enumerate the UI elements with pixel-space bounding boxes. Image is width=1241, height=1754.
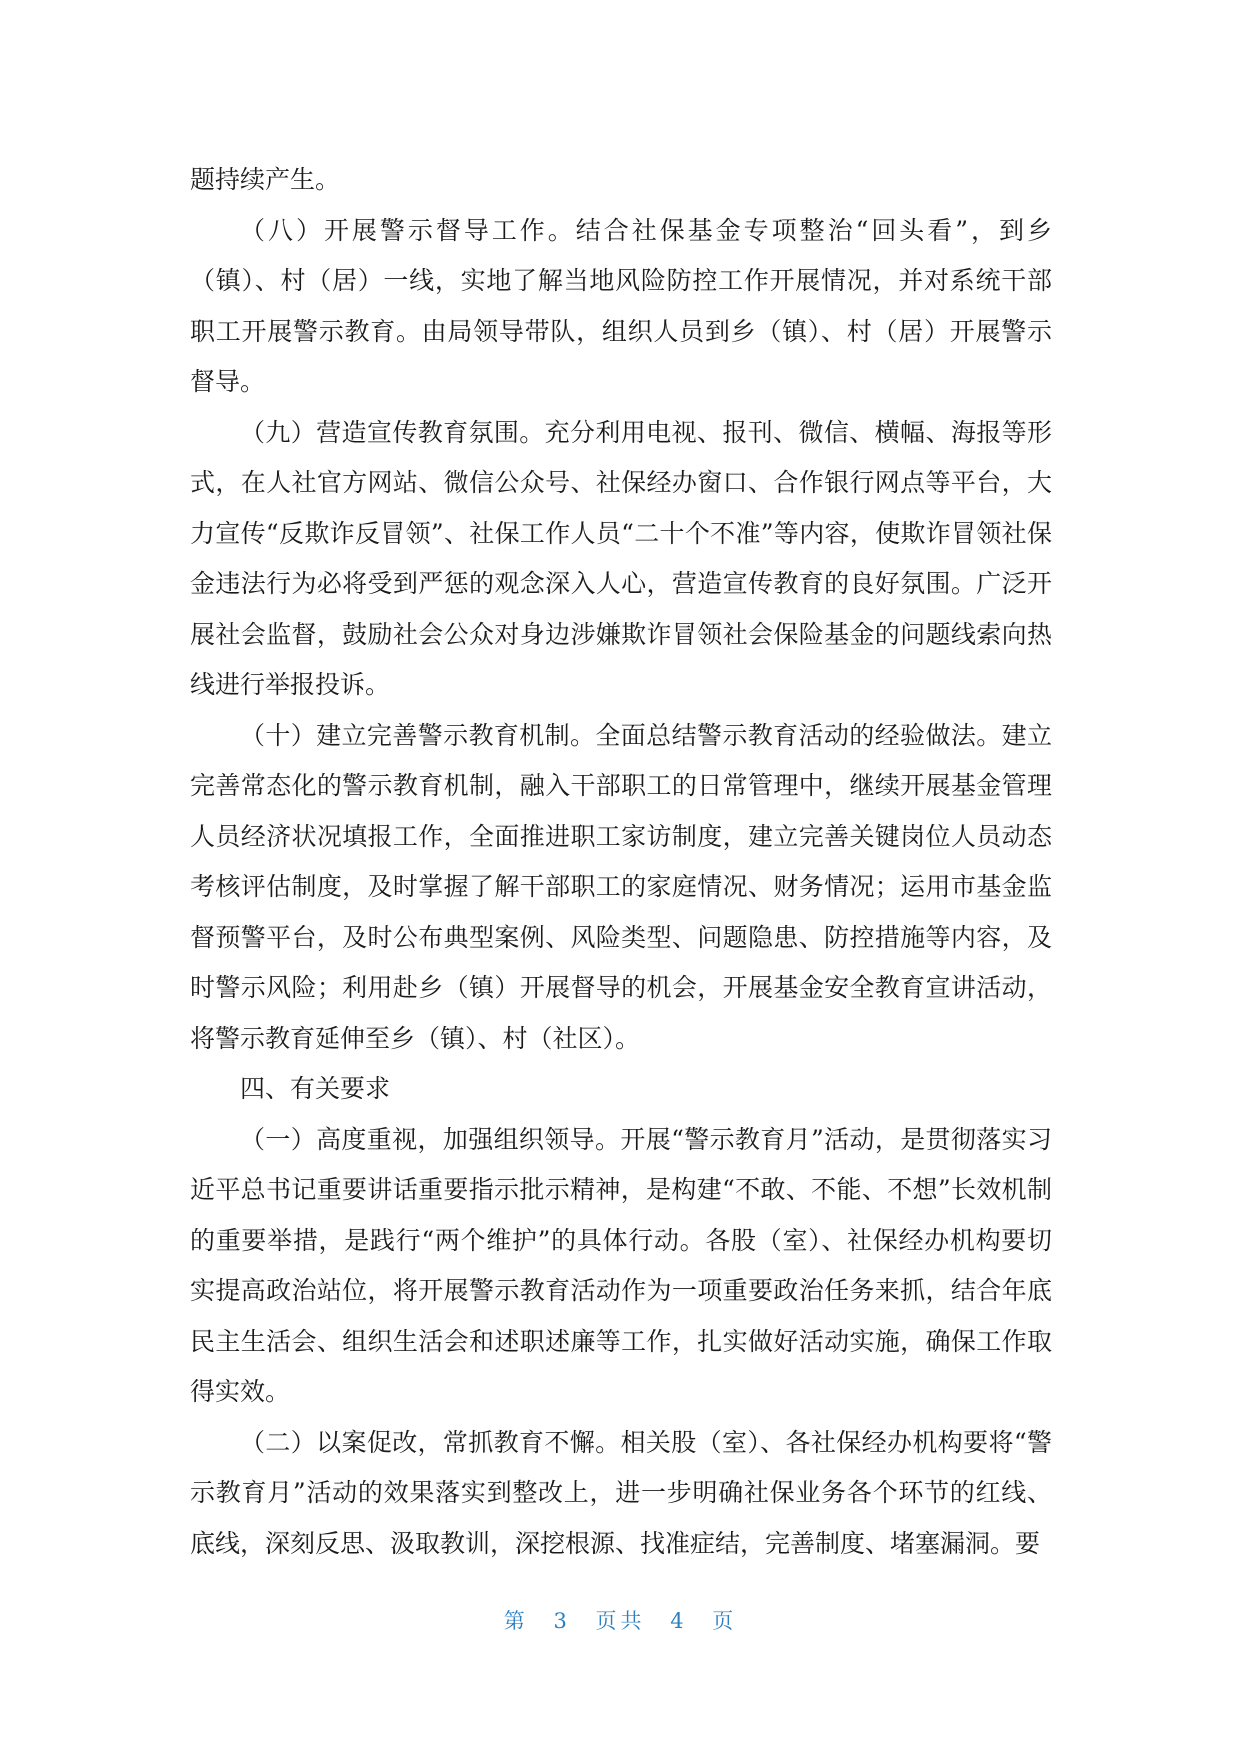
footer-word-page: 第 xyxy=(503,1609,529,1633)
footer-word-pages: 页 xyxy=(712,1609,738,1633)
paragraph-item-8: （八）开展警示督导工作。结合社保基金专项整治“回头看”，到乡（镇）、村（居）一线，实地了解当地风险防控工作开展情况，并对系统干部职工开展警示教育。由局领导带队，组织人员到乡（镇）、村（居）开展警示督导。 xyxy=(190,215,1052,396)
paragraph-requirement-2: （二）以案促改，常抓教育不懈。相关股（室）、各社保经办机构要将“警示教育月”活动的效果落实到整改上，进一步明确社保业务各个环节的红线、底线，深刻反思、汲取教训，深挖根源、找准症结，完善制度、堵塞漏洞。要 xyxy=(190,1427,1052,1558)
footer-total-pages: 4 xyxy=(670,1609,688,1633)
document-body xyxy=(190,155,1052,1569)
paragraph-item-9: （九）营造宣传教育氛围。充分利用电视、报刊、微信、横幅、海报等形式，在人社官方网站、微信公众号、社保经办窗口、合作银行网点等平台，大力宣传“反欺诈反冒领”、社保工作人员“二十个不准”等内容，使欺诈冒领社保金违法行为必将受到严惩的观念深入人心，营造宣传教育的良好氛围。广泛开展社会监督，鼓励社会公众对身边涉嫌欺诈冒领社会保险基金的问题线索向热线进行举报投诉。 xyxy=(190,417,1052,699)
paragraph-item-10: （十）建立完善警示教育机制。全面总结警示教育活动的经验做法。建立完善常态化的警示教育机制，融入干部职工的日常管理中，继续开展基金管理人员经济状况填报工作，全面推进职工家访制度，建立完善关键岗位人员动态考核评估制度，及时掌握了解干部职工的家庭情况、财务情况；运用市基金监督预警平台，及时公布典型案例、风险类型、问题隐患、防控措施等内容，及时警示风险；利用赴乡（镇）开展督导的机会，开展基金安全教育宣讲活动，将警示教育延伸至乡（镇）、村（社区）。 xyxy=(190,720,1052,1053)
paragraph-continuation: 题持续产生。 xyxy=(190,165,341,194)
paragraph-requirement-1: （一）高度重视，加强组织领导。开展“警示教育月”活动，是贯彻落实习近平总书记重要讲话重要指示批示精神，是构建“不敢、不能、不想”长效机制的重要举措，是践行“两个维护”的具体行动。各股（室）、社保经办机构要切实提高政治站位，将开展警示教育活动作为一项重要政治任务来抓，结合年底民主生活会、组织生活会和述职述廉等工作，扎实做好活动实施，确保工作取得实效。 xyxy=(190,1124,1052,1406)
footer-current-page: 3 xyxy=(553,1609,571,1633)
footer-word-of: 页共 xyxy=(595,1609,646,1633)
page-footer xyxy=(0,1605,1241,1635)
section-heading-requirements: 四、有关要求 xyxy=(240,1074,391,1103)
